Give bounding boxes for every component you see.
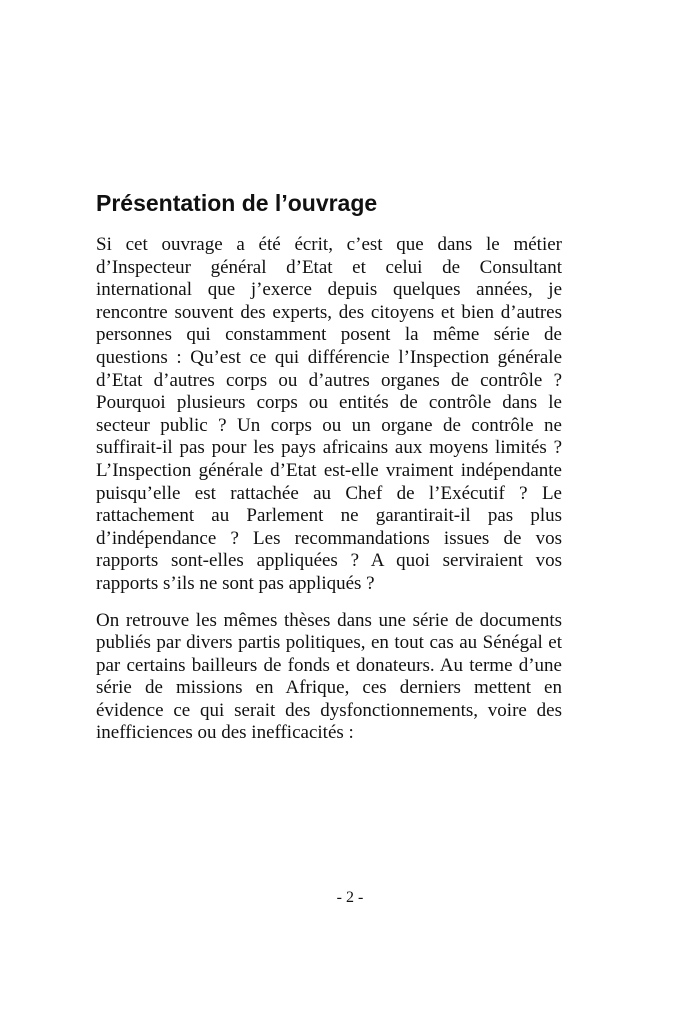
section-title: Présentation de l’ouvrage <box>96 190 378 216</box>
page-content <box>96 188 562 745</box>
paragraph-theses: On retrouve les mêmes thèses dans une série de documents publiés par divers partis politiques, en tout cas au Sénégal et par certains bailleurs de fonds et donateurs. Au terme d’une série de missions en Afrique, ces derniers mettent en évidence ce qui serait des dysfonctionnements, voire des inefficiences ou des inefficacités : <box>96 609 562 744</box>
paragraph-intro: Si cet ouvrage a été écrit, c’est que dans le métier d’Inspecteur général d’Etat et celui de Consultant international que j’exerce depuis quelques années, je rencontre souvent des experts, des citoyens et bien d’autres personnes qui constamment posent la même série de questions : Qu’est ce qui différencie l’Inspection générale d’Etat d’autres corps ou d’autres organes de contrôle ? Pourquoi plusieurs corps ou entités de contrôle dans le secteur public ? Un corps ou un organe de contrôle ne suffirait-il pas pour les pays africains aux moyens limités ? L’Inspection générale d’Etat est-elle vraiment indépendante puisqu’elle est rattachée au Chef de l’Exécutif ? Le rattachement au Parlement ne garantirait-il pas plus d’indépendance ? Les recommandations issues de vos rapports sont-elles appliquées ? A quoi serviraient vos rapports s’ils ne sont pas appliqués ? <box>96 234 562 594</box>
page-number: - 2 - <box>336 889 364 906</box>
